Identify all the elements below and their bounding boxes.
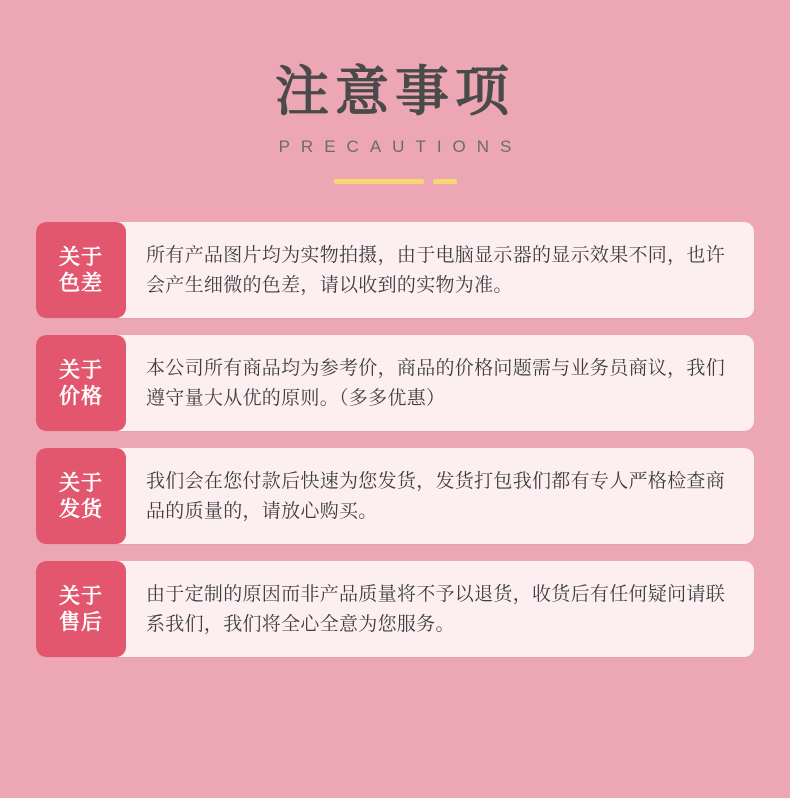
row-text: 我们会在您付款后快速为您发货，发货打包我们都有专人严格检查商品的质量的，请放心购买。 — [146, 469, 726, 523]
tag-line-1: 关于 — [59, 584, 103, 609]
page-title: 注意事项 — [275, 60, 515, 123]
tag-line-1: 关于 — [59, 358, 103, 383]
tag-line-1: 关于 — [59, 245, 103, 270]
row-tag-shipping — [36, 448, 126, 544]
tag-line-2: 售后 — [59, 610, 103, 635]
list-item — [36, 561, 754, 657]
row-tag-after-sales — [36, 561, 126, 657]
row-text: 本公司所有商品均为参考价，商品的价格问题需与业务员商议，我们遵守量大从优的原则。（多多优惠） — [146, 356, 726, 410]
precaution-list — [0, 222, 790, 657]
divider-segment-short — [433, 179, 457, 184]
page-header — [0, 0, 790, 184]
tag-line-2: 色差 — [59, 271, 103, 296]
page-subtitle: PRECAUTIONS — [278, 137, 523, 157]
row-text: 所有产品图片均为实物拍摄，由于电脑显示器的显示效果不同，也许会产生细微的色差，请以收到的实物为准。 — [146, 243, 726, 297]
list-item — [36, 448, 754, 544]
divider-segment-long — [334, 179, 424, 184]
row-tag-price — [36, 335, 126, 431]
decorative-divider — [330, 179, 460, 184]
tag-line-1: 关于 — [59, 471, 103, 496]
list-item — [36, 222, 754, 318]
list-item — [36, 335, 754, 431]
tag-line-2: 发货 — [59, 497, 103, 522]
row-tag-color-difference — [36, 222, 126, 318]
tag-line-2: 价格 — [59, 384, 103, 409]
row-text: 由于定制的原因而非产品质量将不予以退货，收货后有任何疑问请联系我们，我们将全心全意为您服务。 — [146, 582, 726, 636]
